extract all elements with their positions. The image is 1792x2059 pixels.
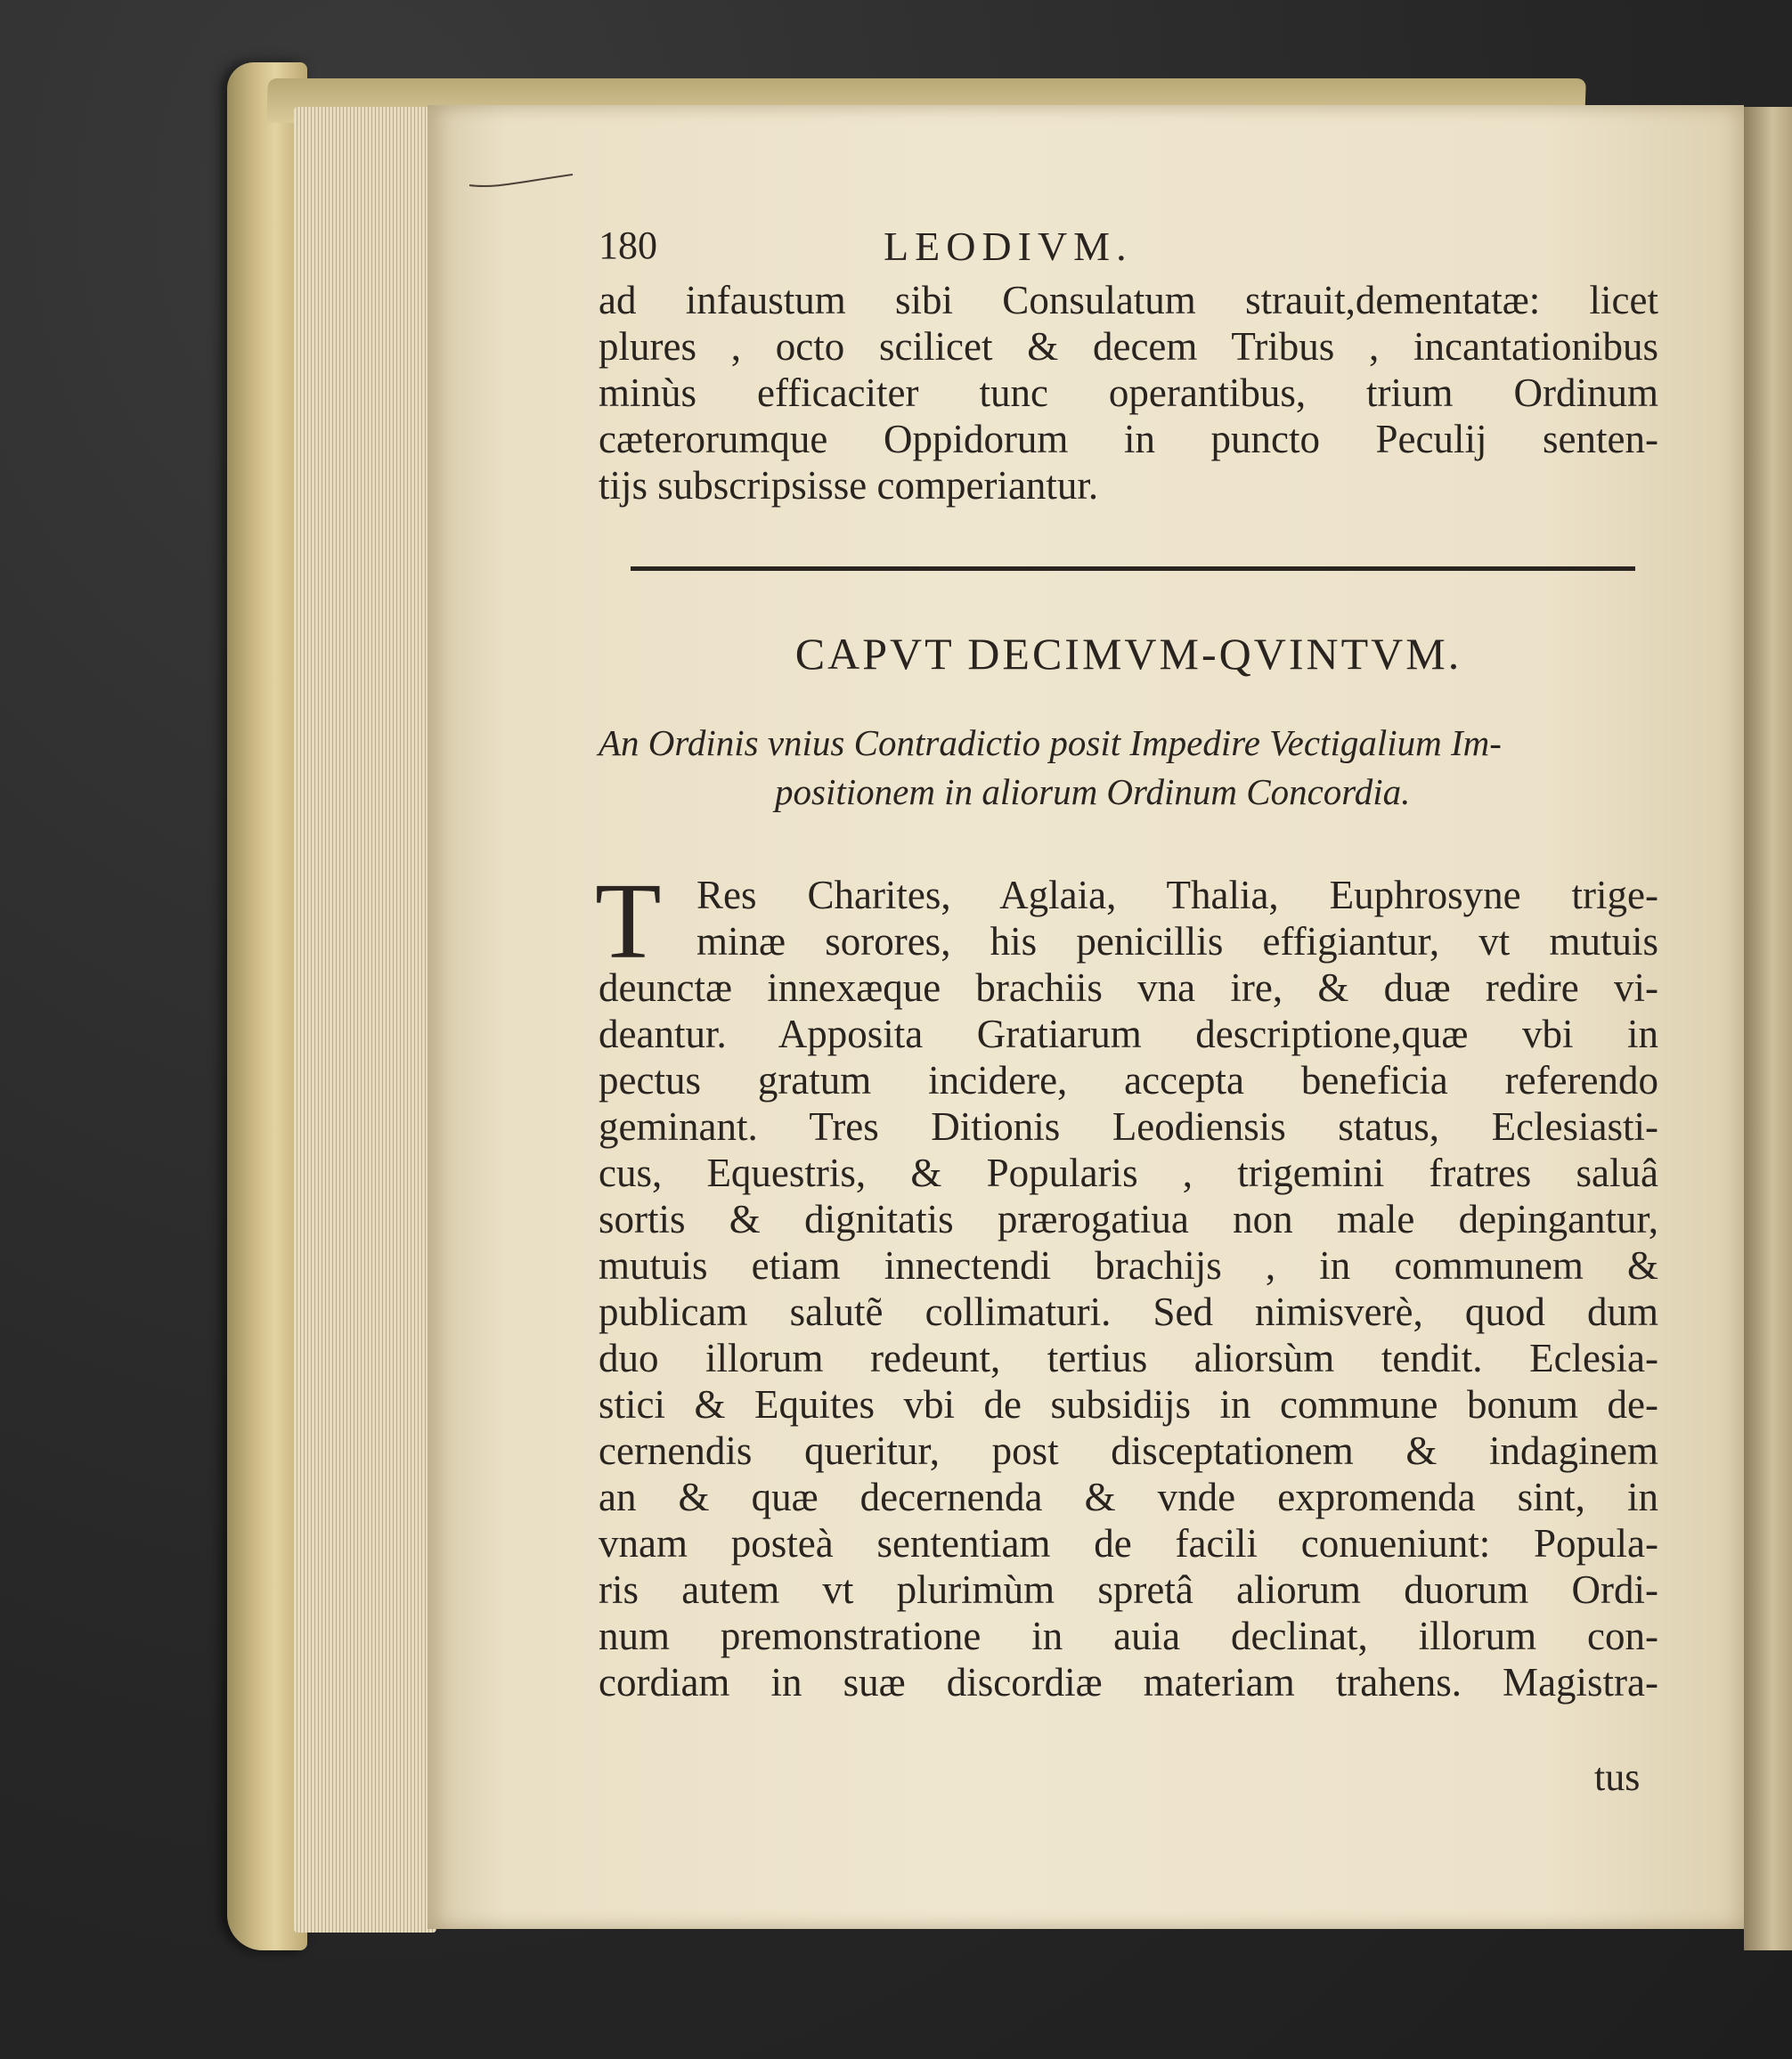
facing-page-edge <box>1744 107 1792 1950</box>
catchword: tus <box>1594 1755 1641 1799</box>
pen-stroke-mark <box>468 169 574 196</box>
page-number: 180 <box>599 224 657 267</box>
text-line: duo illorum redeunt, tertius aliorsùm tendit. Eclesia- <box>599 1336 1658 1380</box>
text-line: num premonstratione in auia declinat, illorum con- <box>599 1614 1658 1658</box>
drop-cap: T <box>595 861 662 981</box>
text-line: geminant. Tres Ditionis Leodiensis status, Eclesiasti- <box>599 1104 1658 1149</box>
text-line: ad infaustum sibi Consulatum strauit,dementatæ: licet <box>599 278 1658 322</box>
text-line: ris autem vt plurimùm spretâ aliorum duorum Ordi- <box>599 1567 1658 1612</box>
text-line: tijs subscripsisse comperiantur. <box>599 463 1099 508</box>
text-line: cordiam in suæ discordiæ materiam trahens. Magistra- <box>599 1660 1658 1705</box>
chapter-summary-line: positionem in aliorum Ordinum Concordia. <box>775 771 1411 812</box>
text-line: an & quæ decernenda & vnde expromenda sint, in <box>599 1475 1658 1519</box>
text-line: mutuis etiam innectendi brachijs , in communem & <box>599 1243 1658 1288</box>
text-line: publicam salutẽ collimaturi. Sed nimisverè, quod dum <box>599 1290 1658 1334</box>
text-line: vnam posteà sententiam de facili conueniunt: Popula- <box>599 1521 1658 1566</box>
text-line: minæ sorores, his penicillis effigiantur, vt mutuis <box>696 919 1658 964</box>
page-edges <box>294 107 436 1933</box>
text-line: sortis & dignitatis prærogatiua non male depingantur, <box>599 1197 1658 1241</box>
text-line: Res Charites, Aglaia, Thalia, Euphrosyne trige- <box>696 873 1658 917</box>
page-header <box>599 223 1658 276</box>
running-title: LEODIVM. <box>884 224 1133 269</box>
section-rule <box>631 566 1635 571</box>
text-line: plures , octo scilicet & decem Tribus , incantationibus <box>599 324 1658 369</box>
text-line: cæterorumque Oppidorum in puncto Peculij senten- <box>599 417 1658 461</box>
text-line: cus, Equestris, & Popularis , trigemini fratres saluâ <box>599 1151 1658 1195</box>
text-line: minùs efficaciter tunc operantibus, trium Ordinum <box>599 370 1658 415</box>
text-line: pectus gratum incidere, accepta beneficia referendo <box>599 1058 1658 1103</box>
text-line: cernendis queritur, post disceptationem & indaginem <box>599 1428 1658 1473</box>
text-line: stici & Equites vbi de subsidijs in commune bonum de- <box>599 1382 1658 1427</box>
chapter-summary-line: An Ordinis vnius Contradictio posit Impedire Vectigalium Im- <box>599 722 1502 763</box>
text-line: deantur. Apposita Gratiarum descriptione,quæ vbi in <box>599 1012 1658 1056</box>
text-line: deunctæ innexæque brachiis vna ire, & duæ redire vi- <box>599 965 1658 1010</box>
chapter-heading: CAPVT DECIMVM-QVINTVM. <box>794 629 1462 679</box>
